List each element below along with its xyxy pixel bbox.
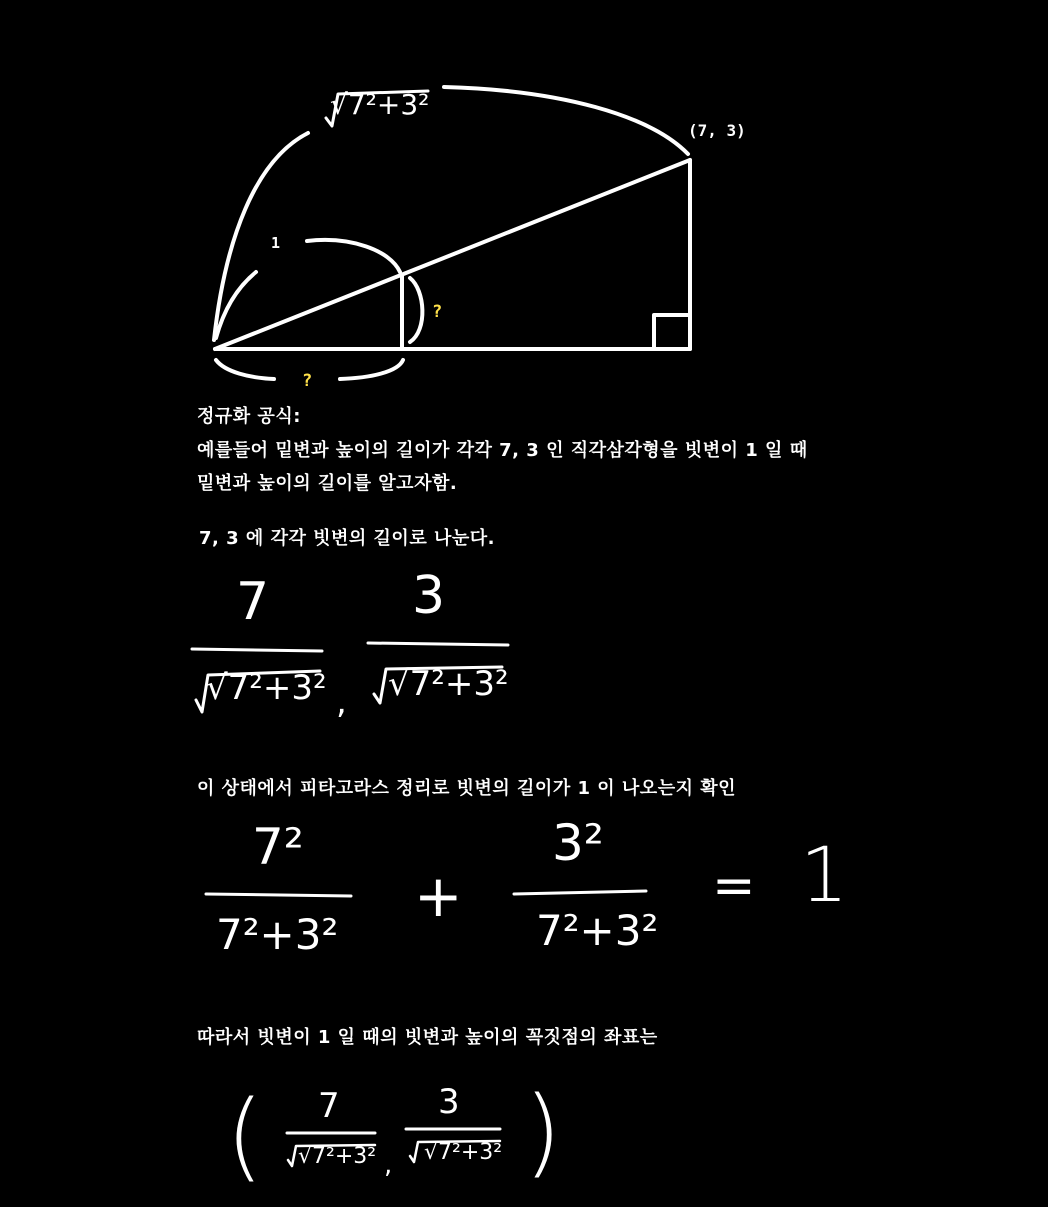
f3-numerator-2: 3 — [438, 1082, 460, 1122]
unknown-base-label: ? — [302, 371, 313, 391]
f2-result: 1 — [800, 830, 849, 919]
f2-bar-2 — [514, 891, 646, 894]
f1-bar-2 — [368, 643, 508, 645]
f2-denominator-2: 7²+3² — [536, 906, 659, 955]
f1-numerator-2: 3 — [412, 566, 446, 626]
f2-bar-1 — [206, 894, 351, 896]
f2-equals: = — [712, 856, 756, 916]
f1-numerator-1: 7 — [236, 572, 270, 632]
f1-denominator-1: √7²+3² — [206, 668, 327, 708]
text-line-1: 예를들어 밑변과 높이의 길이가 각각 7, 3 인 직각삼각형을 빗변이 1 일 때 — [197, 440, 808, 461]
unknown-height-label: ? — [432, 302, 443, 322]
f1-bar-1 — [192, 649, 322, 651]
base-brace-right — [340, 360, 403, 379]
f3-close-paren: ) — [524, 1076, 562, 1188]
f1-separator: , — [336, 682, 347, 722]
f1-denominator-2: √7²+3² — [388, 664, 509, 704]
unit-label: 1 — [271, 234, 281, 252]
triangle-hypotenuse — [215, 160, 690, 349]
text-line-3: 7, 3 에 각각 빗변의 길이로 나눈다. — [199, 528, 495, 549]
base-brace-left — [216, 360, 274, 379]
text-line-5: 따라서 빗변이 1 일 때의 빗변과 높이의 꼭짓점의 좌표는 — [197, 1027, 658, 1048]
text-line-2: 밑변과 높이의 길이를 알고자함. — [197, 473, 458, 494]
f2-denominator-1: 7²+3² — [216, 910, 339, 959]
f3-open-paren: ( — [226, 1080, 264, 1192]
f3-denominator-2: √7²+3² — [424, 1140, 503, 1165]
hypotenuse-label: √7²+3² — [330, 88, 430, 121]
unit-brace-right — [307, 240, 400, 272]
hypotenuse-brace-right — [444, 87, 688, 154]
right-angle-marker — [654, 315, 690, 349]
f2-numerator-2: 3² — [552, 814, 604, 872]
f2-numerator-1: 7² — [252, 818, 304, 876]
f3-separator: , — [384, 1150, 393, 1180]
heading: 정규화 공식: — [197, 406, 301, 427]
f3-numerator-1: 7 — [318, 1086, 340, 1126]
text-line-4: 이 상태에서 피타고라스 정리로 빗변의 길이가 1 이 나오는지 확인 — [197, 778, 737, 799]
f3-denominator-1: √7²+3² — [298, 1144, 377, 1169]
f2-plus: + — [414, 862, 463, 930]
point-label: (7, 3) — [688, 121, 746, 140]
height-brace — [410, 278, 422, 342]
